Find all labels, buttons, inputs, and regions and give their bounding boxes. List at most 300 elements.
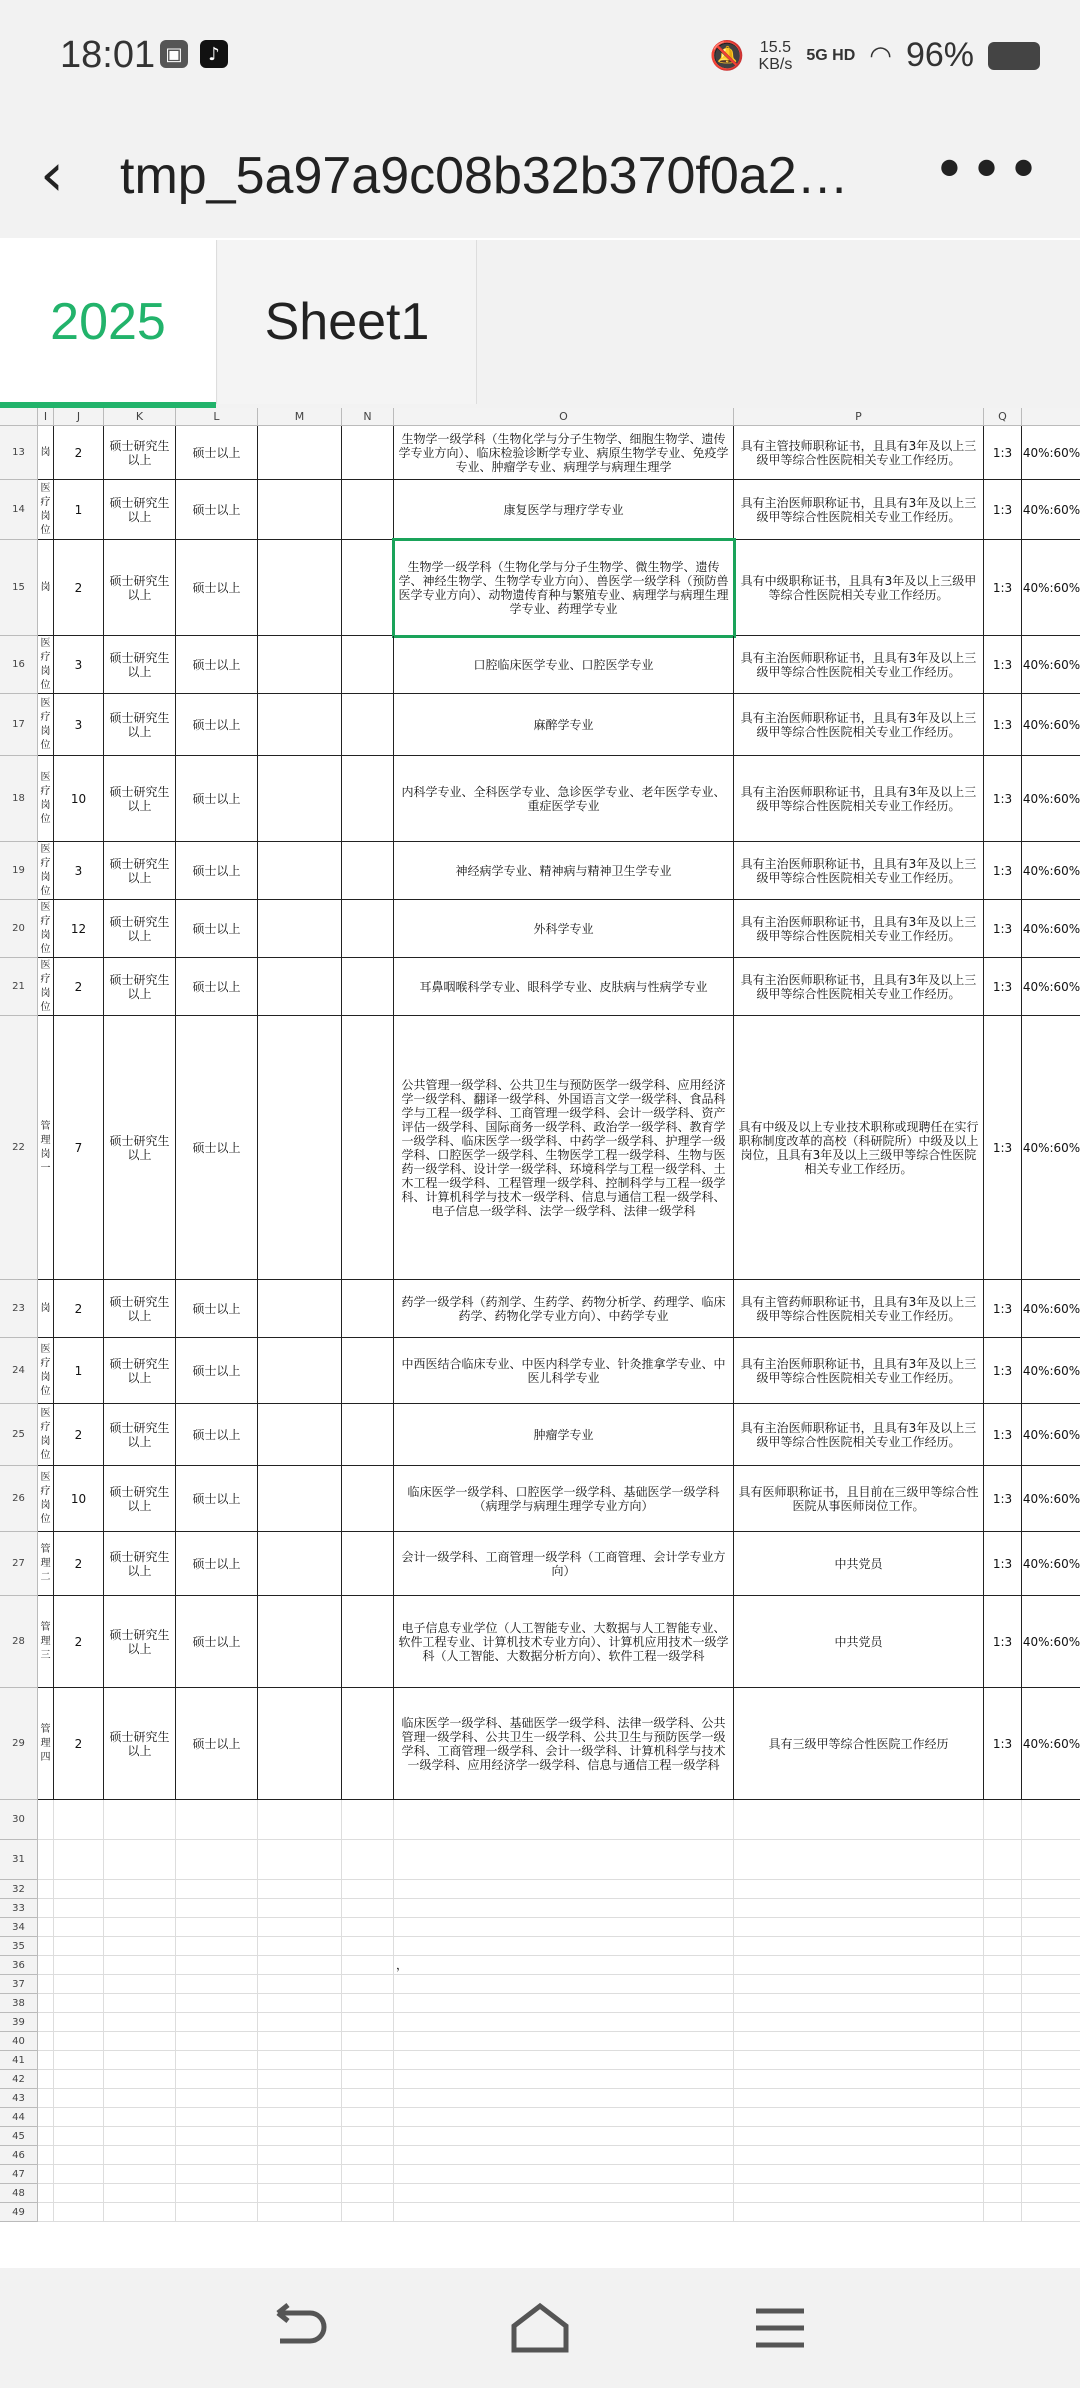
empty-cell[interactable] (1022, 1880, 1080, 1899)
empty-cell[interactable] (342, 1937, 394, 1956)
empty-cell[interactable] (984, 1918, 1022, 1937)
row-header[interactable]: 41 (0, 2051, 38, 2070)
cell-count[interactable]: 7 (54, 1016, 104, 1280)
cell-ratio[interactable]: 1:3 (984, 1016, 1022, 1280)
empty-cell[interactable] (984, 1956, 1022, 1975)
row-header[interactable]: 26 (0, 1466, 38, 1532)
empty-cell[interactable] (984, 2032, 1022, 2051)
cell-empty[interactable] (258, 958, 342, 1016)
cell-education[interactable]: 硕士研究生以上 (104, 756, 176, 842)
empty-cell[interactable] (342, 2070, 394, 2089)
cell-education[interactable]: 硕士研究生以上 (104, 426, 176, 480)
empty-cell[interactable] (54, 1800, 104, 1840)
empty-cell[interactable] (394, 2184, 734, 2203)
cell-empty[interactable] (258, 1280, 342, 1338)
empty-cell[interactable] (394, 1899, 734, 1918)
cell-degree[interactable]: 硕士以上 (176, 900, 258, 958)
empty-cell[interactable] (258, 2051, 342, 2070)
empty-cell[interactable] (342, 1918, 394, 1937)
cell-ratio[interactable]: 1:3 (984, 426, 1022, 480)
empty-cell[interactable] (734, 2013, 984, 2032)
empty-cell[interactable] (342, 2146, 394, 2165)
empty-cell[interactable] (342, 2032, 394, 2051)
empty-cell[interactable] (38, 2108, 54, 2127)
empty-cell[interactable] (342, 2013, 394, 2032)
empty-cell[interactable] (176, 1880, 258, 1899)
cell-empty[interactable] (342, 480, 394, 540)
cell-count[interactable]: 2 (54, 1596, 104, 1688)
row-header[interactable]: 33 (0, 1899, 38, 1918)
empty-cell[interactable] (734, 1880, 984, 1899)
cell-ratio[interactable]: 1:3 (984, 756, 1022, 842)
cell-post-type[interactable]: 岗 (38, 426, 54, 480)
empty-cell[interactable] (176, 1994, 258, 2013)
empty-cell[interactable] (734, 2108, 984, 2127)
empty-cell[interactable] (54, 2184, 104, 2203)
cell-count[interactable]: 2 (54, 1404, 104, 1466)
empty-cell[interactable] (176, 1840, 258, 1880)
cell-major[interactable]: 药学一级学科（药剂学、生药学、药物分析学、药理学、临床药学、药物化学专业方向）、中药学专业 (394, 1280, 734, 1338)
empty-cell[interactable] (176, 1956, 258, 1975)
cell-post-type[interactable]: 岗 (38, 540, 54, 636)
empty-cell[interactable] (176, 1937, 258, 1956)
empty-cell[interactable] (342, 2184, 394, 2203)
empty-cell[interactable] (104, 1899, 176, 1918)
empty-cell[interactable] (734, 1899, 984, 1918)
empty-cell[interactable] (104, 2108, 176, 2127)
row-header[interactable]: 22 (0, 1016, 38, 1280)
cell-requirement[interactable]: 具有主治医师职称证书，且具有3年及以上三级甲等综合性医院相关专业工作经历。 (734, 756, 984, 842)
empty-cell[interactable] (104, 2013, 176, 2032)
cell-degree[interactable]: 硕士以上 (176, 426, 258, 480)
cell-weight[interactable]: 40%:60% (1022, 1338, 1080, 1404)
cell-ratio[interactable]: 1:3 (984, 540, 1022, 636)
cell-empty[interactable] (258, 540, 342, 636)
cell-major[interactable]: 会计一级学科、工商管理一级学科（工商管理、会计学专业方向） (394, 1532, 734, 1596)
cell-major[interactable]: 临床医学一级学科、基础医学一级学科、法律一级学科、公共管理一级学科、公共卫生一级学科、公共卫生与预防医学一级学科、工商管理一级学科、会计一级学科、计算机科学与技术一级学科、应用经济学一级学科、信息与通信工程一级学科 (394, 1688, 734, 1800)
empty-cell[interactable] (984, 1937, 1022, 1956)
empty-cell[interactable] (104, 2165, 176, 2184)
empty-cell[interactable] (38, 2165, 54, 2184)
empty-cell[interactable] (104, 1937, 176, 1956)
cell-empty[interactable] (258, 480, 342, 540)
cell-ratio[interactable]: 1:3 (984, 1404, 1022, 1466)
cell-education[interactable]: 硕士研究生以上 (104, 1466, 176, 1532)
empty-cell[interactable] (984, 1880, 1022, 1899)
empty-cell[interactable] (38, 1956, 54, 1975)
cell-empty[interactable] (342, 900, 394, 958)
cell-empty[interactable] (342, 1532, 394, 1596)
cell-degree[interactable]: 硕士以上 (176, 1016, 258, 1280)
empty-cell[interactable] (176, 2184, 258, 2203)
empty-cell[interactable] (1022, 2184, 1080, 2203)
empty-cell[interactable] (54, 2203, 104, 2222)
row-header[interactable]: 47 (0, 2165, 38, 2184)
row-header[interactable]: 30 (0, 1800, 38, 1840)
cell-ratio[interactable]: 1:3 (984, 1466, 1022, 1532)
empty-cell[interactable] (54, 2051, 104, 2070)
empty-cell[interactable] (176, 2146, 258, 2165)
cell-requirement[interactable]: 具有中级及以上专业技术职称或现聘任在实行职称制度改革的高校（科研院所）中级及以上岗位，且具有3年及以上三级甲等综合性医院相关专业工作经历。 (734, 1016, 984, 1280)
empty-cell[interactable] (1022, 2032, 1080, 2051)
empty-cell[interactable] (38, 2013, 54, 2032)
row-header[interactable]: 17 (0, 694, 38, 756)
cell-empty[interactable] (342, 694, 394, 756)
column-header[interactable]: Q (984, 408, 1022, 426)
column-header[interactable]: I (38, 408, 54, 426)
cell-ratio[interactable]: 1:3 (984, 694, 1022, 756)
cell-requirement[interactable]: 具有主治医师职称证书，且具有3年及以上三级甲等综合性医院相关专业工作经历。 (734, 900, 984, 958)
row-header[interactable]: 15 (0, 540, 38, 636)
empty-cell[interactable] (104, 1840, 176, 1880)
empty-cell[interactable] (54, 2127, 104, 2146)
empty-cell[interactable] (104, 1800, 176, 1840)
cell-count[interactable]: 2 (54, 958, 104, 1016)
empty-cell[interactable] (342, 2051, 394, 2070)
row-header[interactable]: 16 (0, 636, 38, 694)
cell-empty[interactable] (342, 1688, 394, 1800)
empty-cell[interactable] (394, 2127, 734, 2146)
row-header[interactable]: 27 (0, 1532, 38, 1596)
cell-degree[interactable]: 硕士以上 (176, 694, 258, 756)
empty-cell[interactable] (984, 1899, 1022, 1918)
cell-education[interactable]: 硕士研究生以上 (104, 636, 176, 694)
cell-post-type[interactable]: 管理四 (38, 1688, 54, 1800)
cell-degree[interactable]: 硕士以上 (176, 958, 258, 1016)
empty-cell[interactable] (258, 2165, 342, 2184)
empty-cell[interactable] (38, 2184, 54, 2203)
row-header[interactable]: 18 (0, 756, 38, 842)
cell-count[interactable]: 10 (54, 756, 104, 842)
cell-post-type[interactable]: 医疗岗位 (38, 1466, 54, 1532)
empty-cell[interactable] (38, 1800, 54, 1840)
empty-cell[interactable] (104, 2203, 176, 2222)
empty-cell[interactable] (38, 2070, 54, 2089)
cell-degree[interactable]: 硕士以上 (176, 1404, 258, 1466)
empty-cell[interactable] (394, 1937, 734, 1956)
empty-cell[interactable] (984, 2089, 1022, 2108)
row-header[interactable]: 45 (0, 2127, 38, 2146)
cell-weight[interactable]: 40%:60% (1022, 694, 1080, 756)
empty-cell[interactable] (104, 2089, 176, 2108)
cell-requirement[interactable]: 具有中级职称证书，且具有3年及以上三级甲等综合性医院相关专业工作经历。 (734, 540, 984, 636)
cell-requirement[interactable]: 具有主治医师职称证书，且具有3年及以上三级甲等综合性医院相关专业工作经历。 (734, 480, 984, 540)
column-header[interactable]: L (176, 408, 258, 426)
empty-cell[interactable] (342, 2165, 394, 2184)
empty-cell[interactable] (104, 1956, 176, 1975)
cell-education[interactable]: 硕士研究生以上 (104, 1532, 176, 1596)
empty-cell[interactable] (394, 1994, 734, 2013)
empty-cell[interactable] (734, 1937, 984, 1956)
empty-cell[interactable] (54, 2165, 104, 2184)
cell-education[interactable]: 硕士研究生以上 (104, 1338, 176, 1404)
empty-cell[interactable] (734, 1956, 984, 1975)
empty-cell[interactable] (1022, 2013, 1080, 2032)
row-header[interactable]: 39 (0, 2013, 38, 2032)
row-header[interactable]: 32 (0, 1880, 38, 1899)
cell-major[interactable]: 外科学专业 (394, 900, 734, 958)
row-header[interactable]: 35 (0, 1937, 38, 1956)
cell-degree[interactable]: 硕士以上 (176, 1596, 258, 1688)
empty-cell[interactable] (54, 1956, 104, 1975)
cell-ratio[interactable]: 1:3 (984, 1596, 1022, 1688)
cell-weight[interactable]: 40%:60% (1022, 426, 1080, 480)
row-header[interactable]: 20 (0, 900, 38, 958)
row-header[interactable]: 43 (0, 2089, 38, 2108)
row-header[interactable]: 36 (0, 1956, 38, 1975)
empty-cell[interactable] (1022, 1800, 1080, 1840)
cell-post-type[interactable]: 医疗岗位 (38, 842, 54, 900)
cell-ratio[interactable]: 1:3 (984, 842, 1022, 900)
empty-cell[interactable] (104, 1918, 176, 1937)
row-header[interactable]: 29 (0, 1688, 38, 1800)
empty-cell[interactable] (342, 1956, 394, 1975)
empty-cell[interactable] (734, 2184, 984, 2203)
cell-ratio[interactable]: 1:3 (984, 958, 1022, 1016)
empty-cell[interactable] (176, 2089, 258, 2108)
cell-requirement[interactable]: 具有主管技师职称证书，且具有3年及以上三级甲等综合性医院相关专业工作经历。 (734, 426, 984, 480)
cell-major[interactable]: 耳鼻咽喉科学专业、眼科学专业、皮肤病与性病学专业 (394, 958, 734, 1016)
cell-empty[interactable] (258, 426, 342, 480)
cell-count[interactable]: 1 (54, 480, 104, 540)
empty-cell[interactable] (984, 2203, 1022, 2222)
empty-cell[interactable] (104, 2127, 176, 2146)
cell-weight[interactable]: 40%:60% (1022, 958, 1080, 1016)
column-header[interactable]: J (54, 408, 104, 426)
column-header[interactable]: N (342, 408, 394, 426)
empty-cell[interactable] (1022, 1975, 1080, 1994)
empty-cell[interactable] (176, 2127, 258, 2146)
empty-cell[interactable] (258, 2013, 342, 2032)
empty-cell[interactable] (38, 1994, 54, 2013)
cell-empty[interactable] (342, 1280, 394, 1338)
cell-education[interactable]: 硕士研究生以上 (104, 1688, 176, 1800)
empty-cell[interactable] (176, 1975, 258, 1994)
cell-count[interactable]: 3 (54, 636, 104, 694)
empty-cell[interactable] (734, 1800, 984, 1840)
cell-empty[interactable] (258, 1596, 342, 1688)
row-header[interactable]: 13 (0, 426, 38, 480)
empty-cell[interactable] (1022, 1994, 1080, 2013)
column-header[interactable]: M (258, 408, 342, 426)
empty-cell[interactable] (258, 1975, 342, 1994)
cell-post-type[interactable]: 管理三 (38, 1596, 54, 1688)
column-header[interactable]: K (104, 408, 176, 426)
cell-degree[interactable]: 硕士以上 (176, 1466, 258, 1532)
empty-cell[interactable] (984, 1994, 1022, 2013)
empty-cell[interactable] (734, 1840, 984, 1880)
cell-count[interactable]: 2 (54, 1688, 104, 1800)
empty-cell[interactable] (258, 1840, 342, 1880)
empty-cell[interactable] (38, 1899, 54, 1918)
cell-requirement[interactable]: 具有主治医师职称证书，且具有3年及以上三级甲等综合性医院相关专业工作经历。 (734, 636, 984, 694)
empty-cell[interactable] (54, 1880, 104, 1899)
empty-cell[interactable] (54, 2013, 104, 2032)
cell-count[interactable]: 2 (54, 1280, 104, 1338)
cell-empty[interactable] (258, 756, 342, 842)
cell-major[interactable]: 口腔临床医学专业、口腔医学专业 (394, 636, 734, 694)
empty-cell[interactable] (258, 2108, 342, 2127)
cell-empty[interactable] (342, 636, 394, 694)
empty-cell[interactable] (258, 2146, 342, 2165)
empty-cell[interactable] (54, 1918, 104, 1937)
cell-requirement[interactable]: 中共党员 (734, 1596, 984, 1688)
empty-cell[interactable] (258, 1956, 342, 1975)
cell-major[interactable]: 康复医学与理疗学专业 (394, 480, 734, 540)
empty-cell[interactable] (984, 2165, 1022, 2184)
cell-major[interactable]: 肿瘤学专业 (394, 1404, 734, 1466)
empty-cell[interactable] (38, 1880, 54, 1899)
empty-cell[interactable] (984, 2108, 1022, 2127)
row-header[interactable]: 48 (0, 2184, 38, 2203)
row-header[interactable]: 34 (0, 1918, 38, 1937)
cell-post-type[interactable]: 医疗岗位 (38, 756, 54, 842)
cell-empty[interactable] (258, 900, 342, 958)
cell-count[interactable]: 10 (54, 1466, 104, 1532)
cell-major[interactable]: 临床医学一级学科、口腔医学一级学科、基础医学一级学科（病理学与病理生理学专业方向） (394, 1466, 734, 1532)
empty-cell[interactable] (394, 2146, 734, 2165)
cell-weight[interactable]: 40%:60% (1022, 900, 1080, 958)
empty-cell[interactable] (394, 2089, 734, 2108)
cell-empty[interactable] (342, 842, 394, 900)
cell-post-type[interactable]: 医疗岗位 (38, 900, 54, 958)
cell-education[interactable]: 硕士研究生以上 (104, 694, 176, 756)
empty-cell[interactable] (1022, 1899, 1080, 1918)
row-header[interactable]: 14 (0, 480, 38, 540)
empty-cell[interactable] (734, 2203, 984, 2222)
empty-cell[interactable] (734, 2089, 984, 2108)
empty-cell[interactable] (54, 1975, 104, 1994)
empty-cell[interactable] (176, 2051, 258, 2070)
cell-empty[interactable] (258, 1688, 342, 1800)
cell-empty[interactable] (342, 756, 394, 842)
empty-cell[interactable] (104, 2184, 176, 2203)
empty-cell[interactable] (1022, 1918, 1080, 1937)
empty-cell[interactable] (734, 1918, 984, 1937)
row-header[interactable]: 44 (0, 2108, 38, 2127)
cell-count[interactable]: 2 (54, 426, 104, 480)
empty-cell[interactable] (104, 2146, 176, 2165)
empty-cell[interactable] (54, 2146, 104, 2165)
empty-cell[interactable] (342, 1994, 394, 2013)
empty-cell[interactable] (394, 1840, 734, 1880)
row-header[interactable]: 49 (0, 2203, 38, 2222)
row-header[interactable]: 31 (0, 1840, 38, 1880)
cell-requirement[interactable]: 具有主管药师职称证书，且具有3年及以上三级甲等综合性医院相关专业工作经历。 (734, 1280, 984, 1338)
cell-empty[interactable] (342, 426, 394, 480)
tab-sheet1[interactable]: Sheet1 (218, 240, 477, 404)
cell-major[interactable]: 中西医结合临床专业、中医内科学专业、针灸推拿学专业、中医儿科学专业 (394, 1338, 734, 1404)
empty-cell[interactable] (394, 2165, 734, 2184)
empty-cell[interactable] (38, 2089, 54, 2108)
cell-weight[interactable]: 40%:60% (1022, 842, 1080, 900)
empty-cell[interactable] (38, 2032, 54, 2051)
cell-education[interactable]: 硕士研究生以上 (104, 958, 176, 1016)
cell-post-type[interactable]: 岗 (38, 1280, 54, 1338)
empty-cell[interactable] (734, 1975, 984, 1994)
cell-post-type[interactable]: 医疗岗位 (38, 694, 54, 756)
more-dots-icon[interactable]: ••• (932, 138, 1044, 203)
cell-education[interactable]: 硕士研究生以上 (104, 842, 176, 900)
empty-cell[interactable] (54, 1994, 104, 2013)
cell-empty[interactable] (342, 540, 394, 636)
empty-cell[interactable] (258, 2089, 342, 2108)
cell-count[interactable]: 2 (54, 1532, 104, 1596)
spreadsheet-grid[interactable] (0, 408, 1080, 2268)
empty-cell[interactable] (1022, 2165, 1080, 2184)
cell-ratio[interactable]: 1:3 (984, 1338, 1022, 1404)
empty-cell[interactable] (1022, 1840, 1080, 1880)
cell-ratio[interactable]: 1:3 (984, 900, 1022, 958)
cell-empty[interactable] (342, 1404, 394, 1466)
cell-count[interactable]: 3 (54, 694, 104, 756)
cell-ratio[interactable]: 1:3 (984, 1280, 1022, 1338)
cell-weight[interactable]: 40%:60% (1022, 1688, 1080, 1800)
column-header[interactable] (1022, 408, 1080, 426)
empty-cell[interactable] (342, 1899, 394, 1918)
empty-cell[interactable] (54, 1899, 104, 1918)
tab-2025[interactable]: 2025 (0, 240, 217, 404)
cell-degree[interactable]: 硕士以上 (176, 636, 258, 694)
empty-cell[interactable] (176, 2108, 258, 2127)
empty-cell[interactable] (342, 2089, 394, 2108)
empty-cell[interactable] (734, 2032, 984, 2051)
chevron-left-icon[interactable]: ‹ (40, 140, 64, 210)
row-header[interactable]: 38 (0, 1994, 38, 2013)
cell-requirement[interactable]: 具有主治医师职称证书，且具有3年及以上三级甲等综合性医院相关专业工作经历。 (734, 694, 984, 756)
cell-education[interactable]: 硕士研究生以上 (104, 1016, 176, 1280)
cell-post-type[interactable]: 医疗岗位 (38, 1338, 54, 1404)
cell-requirement[interactable]: 具有主治医师职称证书，且具有3年及以上三级甲等综合性医院相关专业工作经历。 (734, 958, 984, 1016)
empty-cell[interactable] (258, 1899, 342, 1918)
cell-degree[interactable]: 硕士以上 (176, 1688, 258, 1800)
empty-cell[interactable] (984, 1800, 1022, 1840)
empty-cell[interactable] (54, 2089, 104, 2108)
menu-icon[interactable] (740, 2288, 820, 2368)
empty-cell[interactable] (1022, 2070, 1080, 2089)
empty-cell[interactable] (258, 2127, 342, 2146)
empty-cell[interactable] (38, 1918, 54, 1937)
empty-cell[interactable] (258, 2203, 342, 2222)
empty-cell[interactable] (104, 2032, 176, 2051)
empty-cell[interactable] (258, 1994, 342, 2013)
cell-degree[interactable]: 硕士以上 (176, 1532, 258, 1596)
empty-cell[interactable] (1022, 2089, 1080, 2108)
empty-cell[interactable] (176, 1918, 258, 1937)
empty-cell[interactable] (394, 1800, 734, 1840)
cell-education[interactable]: 硕士研究生以上 (104, 1596, 176, 1688)
cell-weight[interactable]: 40%:60% (1022, 540, 1080, 636)
cell-degree[interactable]: 硕士以上 (176, 1280, 258, 1338)
cell-post-type[interactable]: 管理二 (38, 1532, 54, 1596)
empty-cell[interactable] (984, 1975, 1022, 1994)
cell-degree[interactable]: 硕士以上 (176, 756, 258, 842)
empty-cell[interactable] (342, 2127, 394, 2146)
empty-cell[interactable] (394, 2032, 734, 2051)
empty-cell[interactable] (984, 1840, 1022, 1880)
empty-cell[interactable] (176, 1800, 258, 1840)
empty-cell[interactable] (176, 2070, 258, 2089)
cell-empty[interactable] (342, 1466, 394, 1532)
cell-count[interactable]: 1 (54, 1338, 104, 1404)
empty-cell[interactable] (104, 1975, 176, 1994)
cell-weight[interactable]: 40%:60% (1022, 1596, 1080, 1688)
empty-cell[interactable] (1022, 1956, 1080, 1975)
empty-cell[interactable] (394, 2203, 734, 2222)
cell-weight[interactable]: 40%:60% (1022, 1404, 1080, 1466)
column-header[interactable] (0, 408, 38, 426)
cell-education[interactable]: 硕士研究生以上 (104, 540, 176, 636)
